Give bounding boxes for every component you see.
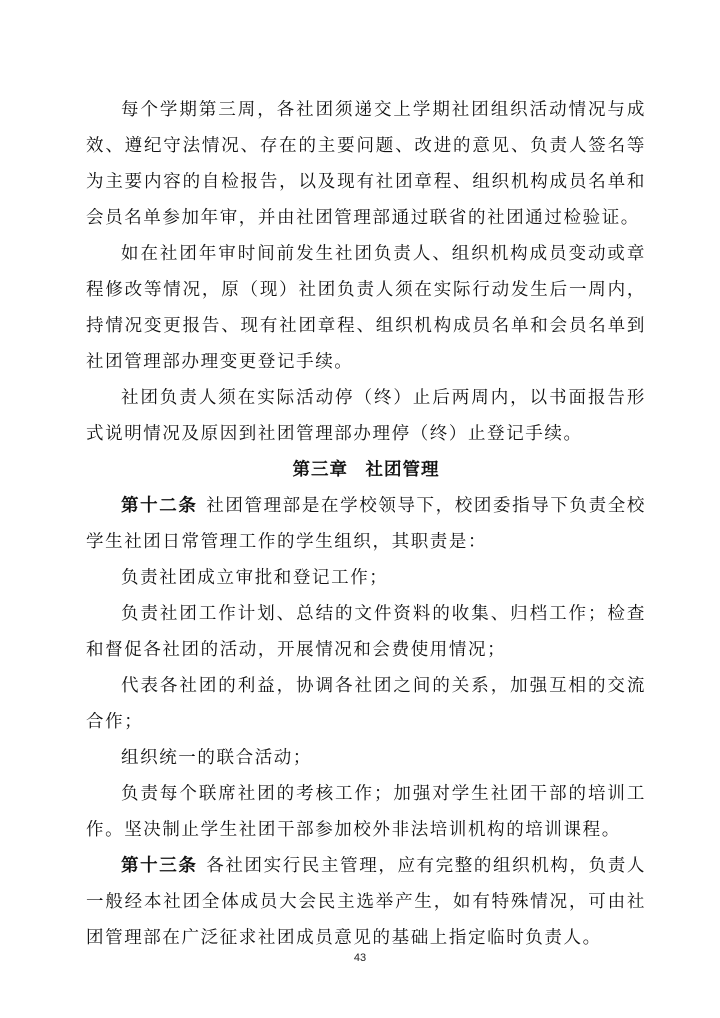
article-13-number: 第十三条	[121, 856, 198, 876]
duty-item: 组织统一的联合活动；	[121, 748, 312, 768]
chapter-heading	[86, 452, 646, 488]
article-12-text: 社团管理部是在学校领导下，校团委指导下负责全校学生社团日常管理工作的学生组织，其职责是：	[86, 496, 646, 552]
page-number: 43	[353, 952, 367, 964]
article-12-number: 第十二条	[121, 496, 198, 516]
duty-item: 负责社团工作计划、总结的文件资料的收集、归档工作；检查和督促各社团的活动，开展情况和会费使用情况；	[86, 604, 646, 660]
duty-item: 代表各社团的利益，协调各社团之间的关系，加强互相的交流合作；	[86, 676, 646, 732]
document-body	[86, 92, 646, 956]
article-13-text: 各社团实行民主管理，应有完整的组织机构，负责人一般经本社团全体成员大会民主选举产生，如有特殊情况，可由社团管理部在广泛征求社团成员意见的基础上指定临时负责人。	[86, 856, 646, 948]
article-13	[86, 848, 646, 956]
paragraph-change-registration: 如在社团年审时间前发生社团负责人、组织机构成员变动或章程修改等情况，原（现）社团负责人须在实际行动发生后一周内，持情况变更报告、现有社团章程、组织机构成员名单和会员名单到社团管理部办理变更登记手续。	[86, 244, 646, 372]
duty-item: 负责每个联席社团的考核工作；加强对学生社团干部的培训工作。坚决制止学生社团干部参加校外非法培训机构的培训课程。	[86, 784, 646, 840]
chapter-title: 社团管理	[365, 460, 440, 480]
chapter-number: 第三章	[292, 460, 348, 480]
duty-item: 负责社团成立审批和登记工作；	[121, 568, 389, 588]
paragraph-termination-registration: 社团负责人须在实际活动停（终）止后两周内，以书面报告形式说明情况及原因到社团管理部办理停（终）止登记手续。	[86, 388, 646, 444]
article-12	[86, 488, 646, 560]
paragraph-annual-review: 每个学期第三周，各社团须递交上学期社团组织活动情况与成效、遵纪守法情况、存在的主要问题、改进的意见、负责人签名等为主要内容的自检报告，以及现有社团章程、组织机构成员名单和会员名单参加年审，并由社团管理部通过联省的社团通过检验证。	[86, 100, 646, 228]
